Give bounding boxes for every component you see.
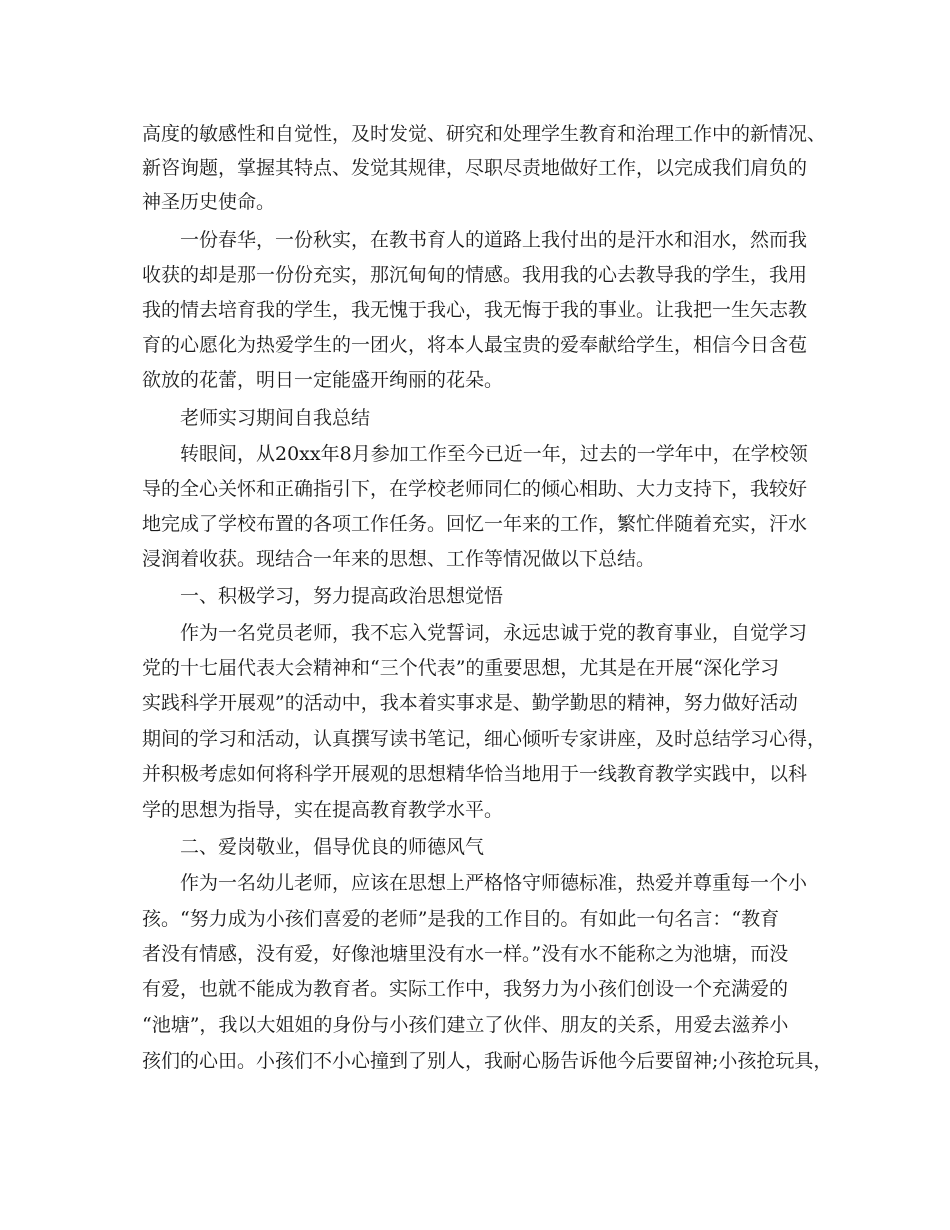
paragraph-line: 党的十七届代表大会精神和“三个代表”的重要思想，尤其是在开展“深化学习	[142, 657, 780, 679]
paragraph-line: 孩们的心田。小孩们不小心撞到了别人，我耐心肠告诉他今后要留神;小孩抢玩具，	[142, 1050, 833, 1072]
paragraph-line: 实践科学开展观”的活动中，我本着实事求是、勤学勤思的精神，努力做好活动	[142, 692, 798, 714]
paragraph-line: 地完成了学校布置的各项工作任务。回忆一年来的工作，繁忙伴随着充实，汗水	[142, 513, 808, 535]
paragraph-line: 我的情去培育我的学生，我无愧于我心，我无悔于我的事业。让我把一生矢志教	[142, 299, 808, 321]
paragraph-line: 欲放的花蕾，明日一定能盛开绚丽的花朵。	[142, 369, 504, 391]
paragraph-line: 学的思想为指导，实在提高教育教学水平。	[142, 799, 504, 821]
paragraph-line: 作为一名幼儿老师，应该在思想上严格恪守师德标准，热爱并尊重每一个小	[180, 872, 808, 894]
paragraph-line: 收获的却是那一份份充实，那沉甸甸的情感。我用我的心去教导我的学生，我用	[142, 264, 808, 286]
section-heading: 一、积极学习，努力提高政治思想觉悟	[180, 585, 504, 607]
paragraph-line: 新咨询题，掌握其特点、发觉其规律，尽职尽责地做好工作，以完成我们肩负的	[142, 157, 808, 179]
paragraph-line: 作为一名党员老师，我不忘入党誓词，永远忠诚于党的教育事业，自觉学习	[180, 622, 808, 644]
paragraph-line: 者没有情感，没有爱，好像池塘里没有水一样。”没有水不能称之为池塘，而没	[142, 943, 789, 965]
paragraph-line: 神圣历史使命。	[142, 191, 276, 213]
paragraph-line: 孩。“努力成为小孩们喜爱的老师”是我的工作目的。有如此一句名言：“教育	[142, 908, 780, 930]
paragraph-line: 导的全心关怀和正确指引下，在学校老师同仁的倾心相助、大力支持下，我较好	[142, 478, 808, 500]
paragraph-line: 浸润着收获。现结合一年来的思想、工作等情况做以下总结。	[142, 548, 656, 570]
paragraph-line: 转眼间，从20xx年8月参加工作至今已近一年，过去的一学年中，在学校领	[180, 443, 808, 465]
paragraph-line: 育的心愿化为热爱学生的一团火，将本人最宝贵的爱奉献给学生，相信今日含苞	[142, 334, 808, 356]
paragraph-line: 一份春华，一份秋实，在教书育人的道路上我付出的是汗水和泪水，然而我	[180, 229, 808, 251]
paragraph-line: 有爱，也就不能成为教育者。实际工作中，我努力为小孩们创设一个充满爱的	[142, 978, 789, 1000]
paragraph-line: “池塘”，我以大姐姐的身份与小孩们建立了伙伴、朋友的关系，用爱去滋养小	[142, 1014, 789, 1036]
section-heading: 老师实习期间自我总结	[180, 407, 371, 429]
paragraph-line: 期间的学习和活动，认真撰写读书笔记，细心倾听专家讲座，及时总结学习心得，	[142, 728, 827, 750]
section-heading: 二、爱岗敬业，倡导优良的师德风气	[180, 836, 485, 858]
paragraph-line: 高度的敏感性和自觉性，及时发觉、研究和处理学生教育和治理工作中的新情况、	[142, 123, 827, 145]
paragraph-line: 并积极考虑如何将科学开展观的思想精华恰当地用于一线教育教学实践中，以科	[142, 763, 808, 785]
